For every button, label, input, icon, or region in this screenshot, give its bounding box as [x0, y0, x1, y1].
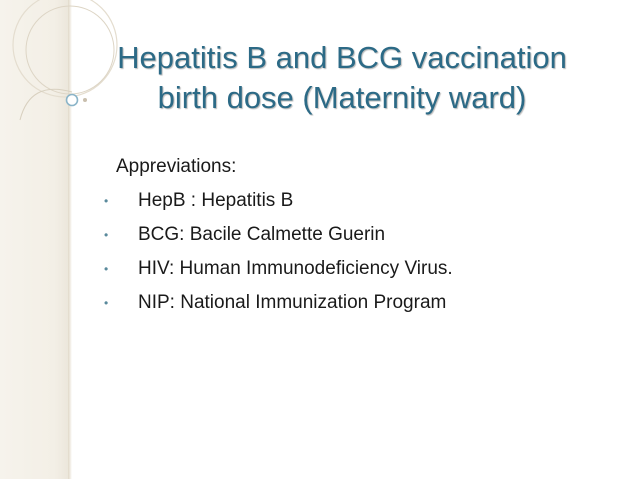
slide-title — [72, 38, 612, 118]
bullet-icon: • — [104, 296, 109, 310]
bullet-item — [100, 184, 620, 218]
bullet-text: BCG: Bacile Calmette Guerin — [138, 224, 386, 245]
bullet-item — [100, 218, 620, 252]
bullet-item — [100, 286, 620, 320]
bullet-list — [100, 184, 620, 320]
bullet-text: NIP: National Immunization Program — [138, 292, 447, 313]
bullet-item — [100, 252, 620, 286]
slide-content — [100, 150, 620, 320]
bullet-icon: • — [104, 262, 109, 276]
bullet-text: HepB : Hepatitis B — [138, 190, 294, 211]
title-line-1: Hepatitis B and BCG vaccination — [117, 40, 567, 75]
bullet-icon: • — [104, 194, 109, 208]
content-heading: Appreviations: — [116, 156, 237, 177]
bullet-text: HIV: Human Immunodeficiency Virus. — [138, 258, 453, 279]
bullet-icon: • — [104, 228, 109, 242]
title-line-2: birth dose (Maternity ward) — [157, 80, 527, 115]
